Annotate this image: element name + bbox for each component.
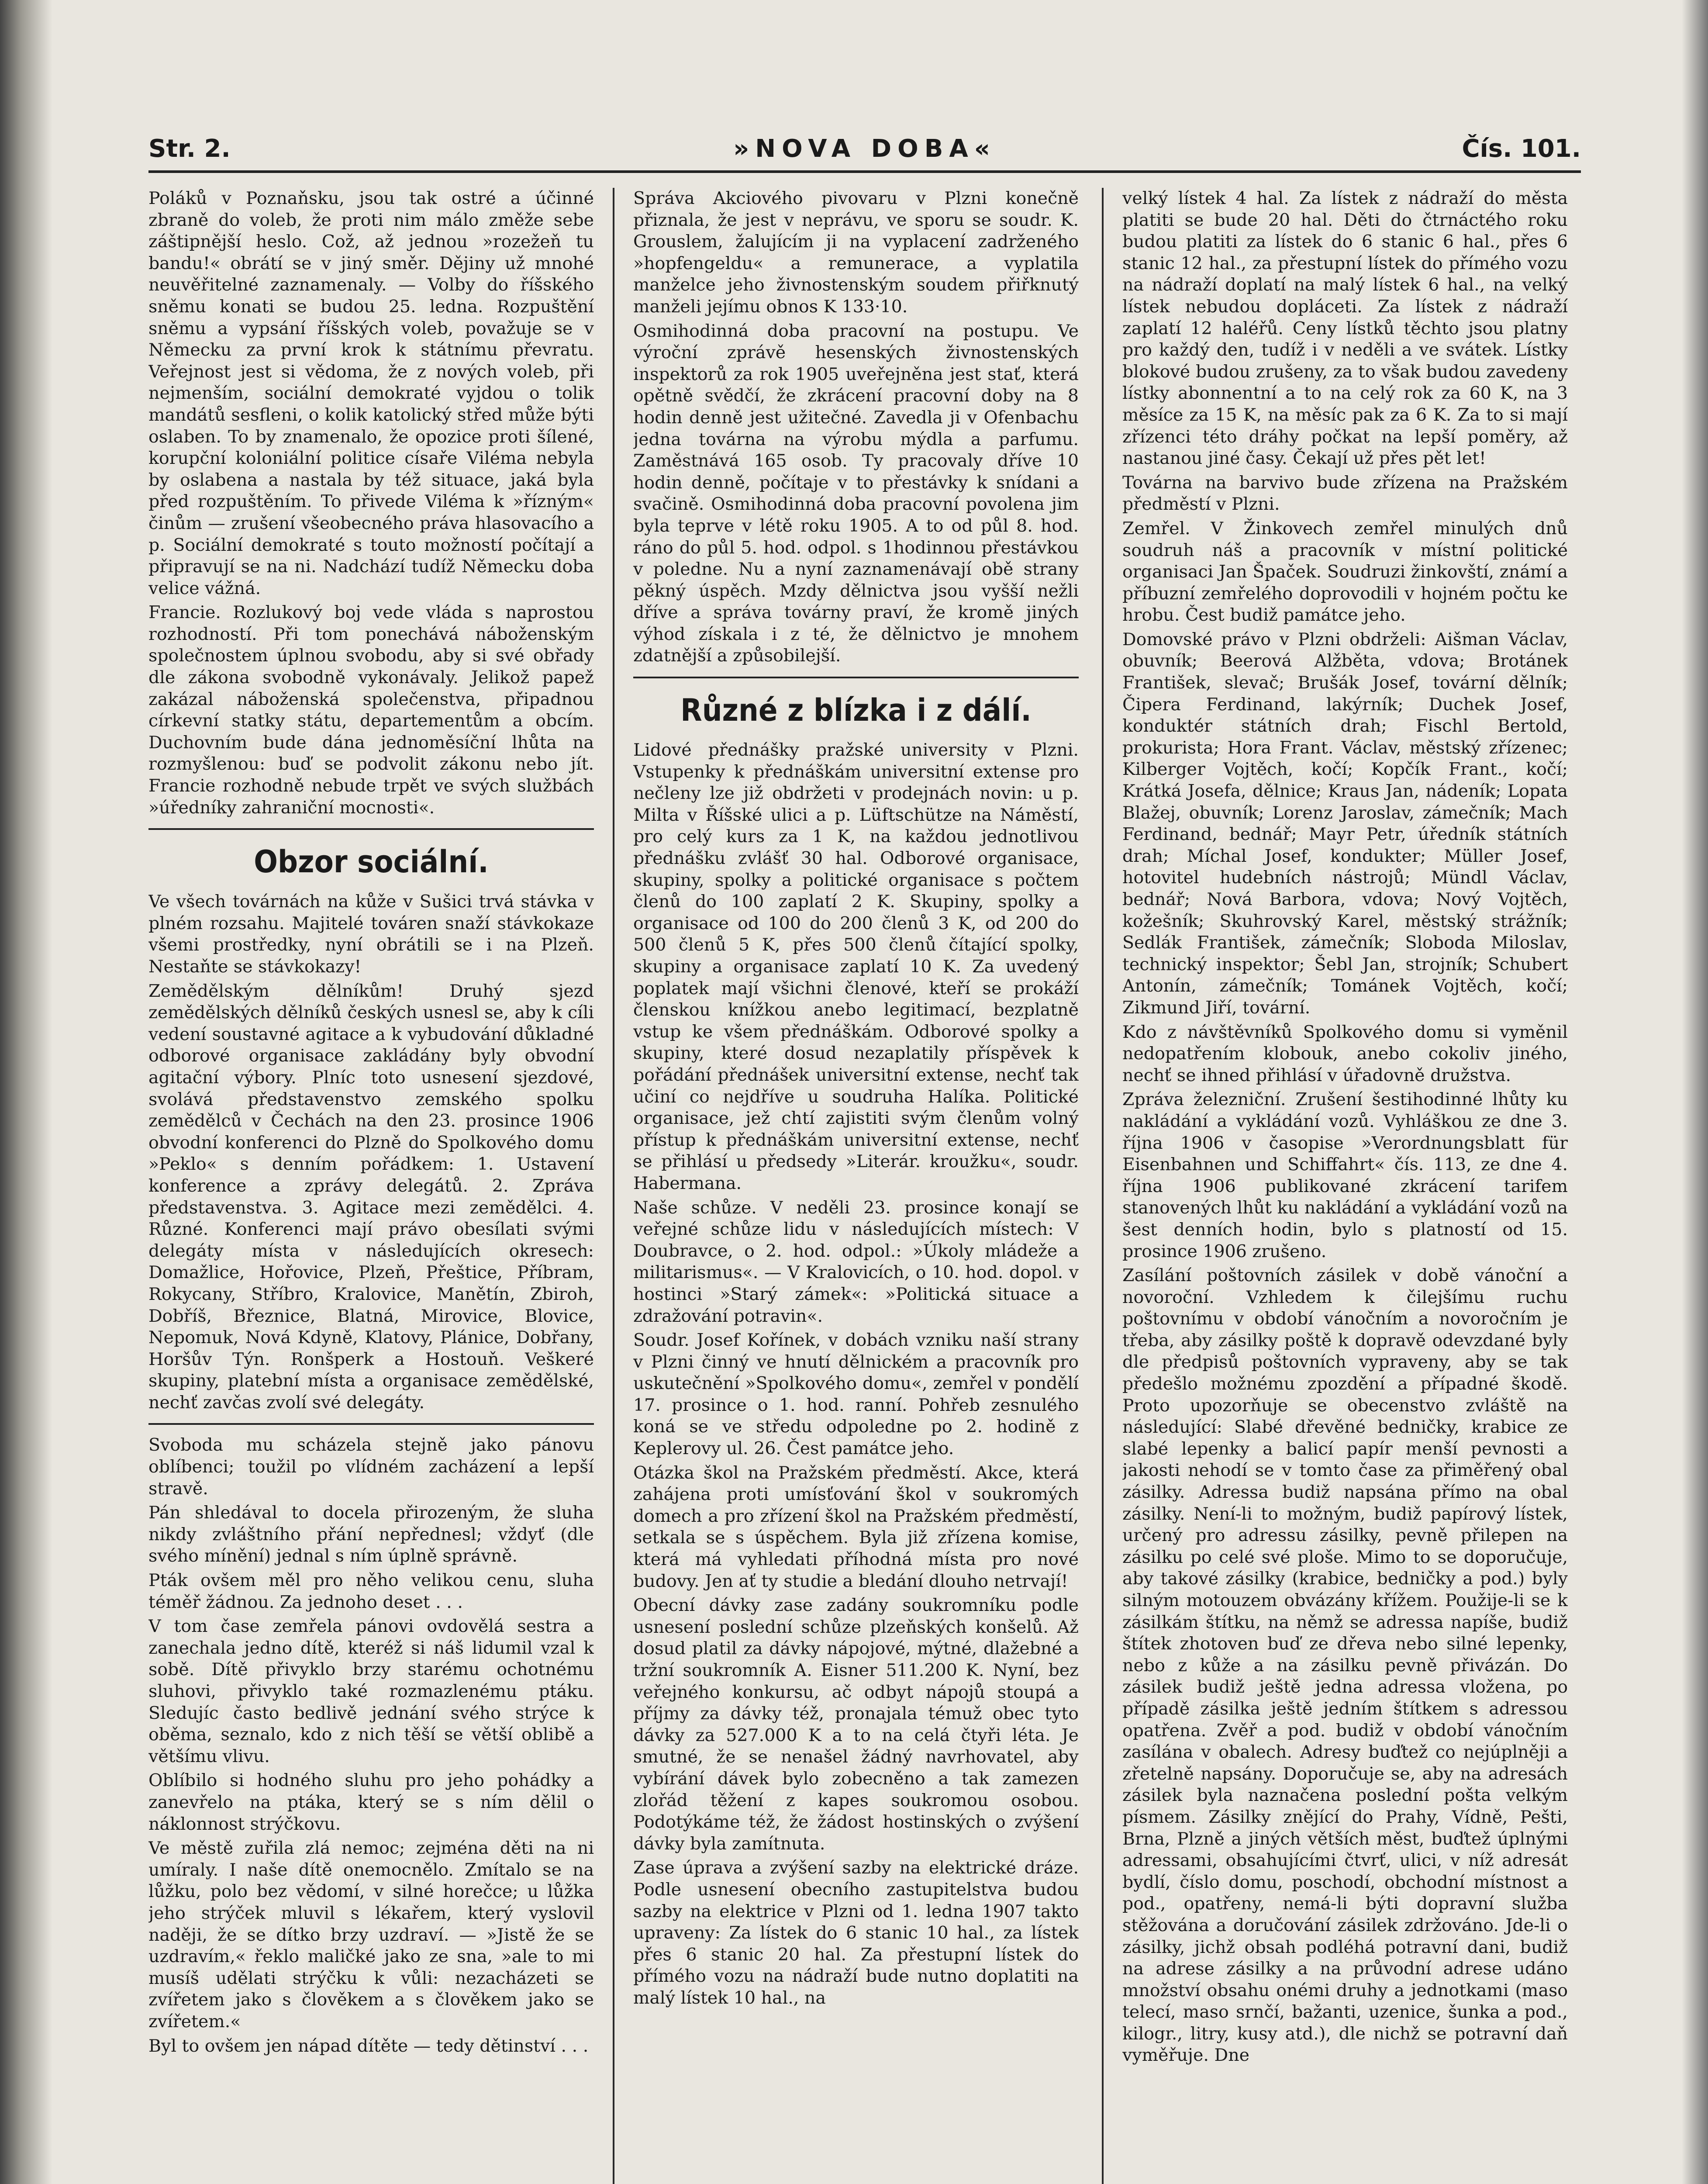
paragraph: V tom čase zemřela pánovi ovdovělá sestra a zanechala jedno dítě, kteréž si náš lidumil vzal k sobě. Dítě přivyklo brzy starému ochotnému sluhovi, přivyklo také rozmazlenému ptáku. Sledujíc často bedlivě jednání svého strýce k oběma, seznalo, kdo z nich těší se větší oblibě a většímu vlivu. — [148, 1616, 594, 1766]
scan-edge-right — [1682, 0, 1708, 2184]
paragraph: Zasílání poštovních zásilek v době vánoční a novoroční. Vzhledem k čilejšímu ruchu poštovnímu v období vánočním a novoročním je třeba, aby zásilky poště k dopravě odevzdané byly dle předpisů poštovních vypraveny, aby se tak předešlo možnému zpozdění a případné škodě. Proto upozorňuje se obecenstvo zvláště na následující: Slabé dřevěné bedničky, krabice ze slabé lepenky a balicí papír menší pevnosti a jakosti nehodí se v tomto čase za přiměřený obal zásilky. Adressa budiž napsána přímo na obal zásilky. Není-li to možným, budiž papírový lístek, určený pro adressu zásilky, pevně přilepen na zásilku po celé své ploše. Mimo to se doporučuje, aby takové zásilky (krabice, bedničky a pod.) byly silným motouzem obvázány křížem. Použije-li se k zásilkám štítku, na němž se adressa napíše, budiž štítek zhotoven buď ze dřeva nebo silné lepenky, nebo z kůže a na zásilku pevně přivázán. Do zásilek budiž ještě jedna adressa vložena, po případě zásilka ještě jedním štítkem s adressou opatřena. Zvěř a pod. budiž v období vánočním zasílána v obalech. Adresy buďtež co nejúplněji a zřetelně napsány. Doporučuje se, aby na adresách zásilek byla naznačena poslední pošta velkým písmem. Zásilky znějící do Prahy, Vídně, Pešti, Brna, Plzně a jiných větších měst, buďtež úplnými adressami, obsahujícími čtvrť, ulici, v níž adresát bydlí, číslo domu, poschodí, obchodní místnost a pod., opatřeny, nemá-li býti dopravní služba stěžována a doručování zásilek zdržováno. Jde-li o zásilky, jichž obsah podléhá potravní dani, budiž na adrese zásilky a na průvodní adrese udáno množství obsahu onémi druhy a jednotkami (maso telecí, maso srnčí, bažanti, uzenice, šunka a pod., kilogr., litry, kusy atd.), dle nichž se potravní daň vyměřuje. Dne — [1122, 1265, 1568, 2066]
newspaper-page — [148, 131, 1581, 2184]
column-3 — [1122, 188, 1568, 2184]
column-2 — [633, 188, 1079, 2184]
section-heading: Různé z blízka i z dálí. — [680, 692, 1032, 729]
column-1 — [148, 188, 594, 2184]
paragraph: Ve městě zuřila zlá nemoc; zejména děti na ni umíraly. I naše dítě onemocnělo. Zmítalo se na lůžku, polo bez vědomí, v silné horečce; u lůžka jeho strýček mluvil s lékařem, který vyslovil naději, že se dítko brzy uzdraví. — »Jistě že se uzdravím,« řeklo maličké jako ze sna, »ale to mi musíš udělati strýčku k vůli: nezacházeti se zvířetem jako s člověkem a s člověkem jako se zvířetem.« — [148, 1838, 594, 2032]
paragraph: Naše schůze. V neděli 23. prosince konají se veřejné schůze lidu v následujících místech: V Doubravce, o 2. hod. odpol.: »Úkoly mládeže a militarismus«. — V Kralovicích, o 10. hod. dopol. v hostinci »Starý zámek«: »Politická situace a zdražování potravin«. — [633, 1197, 1079, 1326]
issue-number: Čís. 101. — [1462, 135, 1581, 163]
divider — [148, 828, 594, 830]
paragraph: Zpráva železniční. Zrušení šestihodinné lhůty ku nakládání a vykládání vozů. Vyhláškou ze dne 3. října 1906 v časopise »Verordnungsblatt für Eisenbahnen und Schiffahrt« čís. 113, ze dne 4. října 1906 publikované zkrácení tarifem stanovených lhůt ku nakládání a vykládání vozů na šest denních hodin, bylo s platností od 15. prosince 1906 zrušeno. — [1122, 1089, 1568, 1261]
section-heading: Obzor sociální. — [254, 844, 489, 880]
divider — [633, 677, 1079, 678]
scan-edge-left — [0, 0, 52, 2184]
paragraph: Domovské právo v Plzni obdrželi: Aišman Václav, obuvník; Beerová Alžběta, vdova; Brotánek František, slevač; Brušák Josef, tovární dělník; Čipera Ferdinand, lakýrník; Duchek Josef, konduktér státních drah; Fischl Bertold, prokurista; Hora Frant. Václav, městský zřízenec; Kilberger Vojtěch, kočí; Kopčík Frant., kočí; Krátká Josefa, dělnice; Kraus Jan, nádeník; Lopata Blažej, obuvník; Lorenz Jaroslav, zámečník; Mach Ferdinand, bednář; Mayr Petr, úředník státních drah; Míchal Josef, kondukter; Müller Josef, hotovitel hudebních nástrojů; Mündl Václav, bednář; Nová Barbora, vdova; Nový Vojtěch, kožešník; Skuhrovský Karel, městský strážník; Sedlák František, zámečník; Sloboda Miloslav, technický inspektor; Šebl Jan, strojník; Schubert Antonín, zámečník; Tománek Vojtěch, kočí; Zikmund Jiří, tovární. — [1122, 629, 1568, 1018]
paragraph: Francie. Rozlukový boj vede vláda s naprostou rozhodností. Při tom ponechává náboženským společnostem úplnou svobodu, aby si své obřady dle zákona svobodně vykonávaly. Jelikož papež zakázal náboženská společenstva, připadnou církevní statky státu, departementům a obcím. Duchovním bude dána jednoměsíční lhůta na rozmyšlenou: buď se podvolit zákonu nebo jít. Francie rozhodně nebude trpět ve svých službách »úředníky zahraniční mocnosti«. — [148, 602, 594, 818]
column-rule-2 — [1102, 188, 1104, 2184]
paragraph: Zase úprava a zvýšení sazby na elektrické dráze. Podle usnesení obecního zastupitelstva budou sazby na elektrice v Plzni od 1. ledna 1907 takto upraveny: Za lístek do 6 stanic 10 hal., za lístek přes 6 stanic 20 hal. Za přestupní lístek do přímého vozu na nádraží bude nutno doplatiti na malý lístek 10 hal., na — [633, 1858, 1079, 2008]
paragraph: velký lístek 4 hal. Za lístek z nádraží do města platiti se bude 20 hal. Děti do čtrnáctého roku budou platiti za lístek do 6 stanic 6 hal., přes 6 stanic 12 hal., za přestupní lístek do přímého vozu na nádraží doplatí na malý lístek 6 hal., na velký lístek nebudou dopláceti. Za lístek z nádraží zaplatí 12 haléřů. Ceny lístků těchto jsou platny pro každý den, tudíž i v neděli a ve svátek. Lístky blokové budou zrušeny, za to však budou zavedeny lístky abonnentní a to na celý rok za 60 K, na 3 měsíce za 15 K, na měsíc pak za 6 K. Za to si mají zřízenci této dráhy počkat na lepší poměry, až nastanou jiné časy. Čekají už přes pět let! — [1122, 188, 1568, 469]
paragraph: Zemřel. V Žinkovech zemřel minulých dnů soudruh náš a pracovník v místní politické organisaci Jan Špaček. Soudruzi žinkovští, známí a příbuzní zemřelého doprovodili v hojném počtu ke hrobu. Čest budiž památce jeho. — [1122, 518, 1568, 625]
masthead-title: »NOVA DOBA« — [733, 135, 996, 163]
paragraph: Kdo z návštěvníků Spolkového domu si vyměnil nedopatřením klobouk, anebo cokoliv jiného, nechť se ihned přihlásí v úřadovně družstva. — [1122, 1022, 1568, 1085]
paragraph: Byl to ovšem jen nápad dítěte — tedy dětinství . . . — [148, 2035, 589, 2056]
column-rule-1 — [613, 188, 614, 2184]
paragraph: Pták ovšem měl pro něho velikou cenu, sluha téměř žádnou. Za jednoho deset . . . — [148, 1570, 594, 1612]
page-header — [148, 131, 1581, 173]
paragraph: Zemědělským dělníkům! Druhý sjezd zemědělských dělníků českých usnesl se, aby k cíli vedení soustavné agitace a k vybudování důkladné odborové organisace zakládány byly obvodní agitační výbory. Plníc toto usnesení sjezdové, svolává představenstvo zemského spolku zemědělců v Čechách na den 23. prosince 1906 obvodní konferenci do Plzně do Spolkového domu »Peklo« s denním pořádkem: 1. Ustavení konference a zprávy delegátů. 2. Zpráva představenstva. 3. Agitace mezi zemědělci. 4. Různé. Konferenci mají právo obesílati svými delegáty místa v následujících okresech: Domažlice, Hořovice, Plzeň, Přeštice, Příbram, Rokycany, Stříbro, Kralovice, Manětín, Zbiroh, Dobříš, Březnice, Blatná, Mirovice, Blovice, Nepomuk, Nová Kdyně, Klatovy, Plánice, Dobřany, Horšův Týn. Ronšperk a Hostouň. Veškeré skupiny, platební místa a organisace zemědělské, nechť zavčas zvolí své delegáty. — [148, 981, 594, 1413]
paragraph: Poláků v Poznaňsku, jsou tak ostré a účinné zbraně do voleb, že proti nim málo změže sebe záštipnější heslo. Což, až jednou »rozežeň tu bandu!« obrátí se v jiný směr. Dějiny už mnohé neuvěřitelné zaznamenaly. — Volby do říšského sněmu konati se budou 25. ledna. Rozpuštění sněmu a vypsání říšských voleb, považuje se v Německu za první krok k státnímu převratu. Veřejnost jest si vědoma, že z nových voleb, při nejmenším, sociální demokraté vyjdou o tolik mandátů sesfleni, o kolik katolický střed může býti oslaben. To by znamenalo, že opozice proti šílené, korupční koloniální politice císaře Viléma nebyla by oslabena a nastala by též situace, jaká byla před rozpuštěním. To přivede Viléma k »řízným« činům — zrušení všeobecného práva hlasovacího a p. Sociální demokraté s touto možností počítají a připravují se na ni. Nadchází tudíž Německu doba velice vážná. — [148, 188, 594, 598]
paragraph: Oblíbilo si hodného sluhu pro jeho pohádky a zanevřelo na ptáka, který se s ním dělil o náklonnost strýčkovu. — [148, 1770, 594, 1834]
paragraph: Lidové přednášky pražské university v Plzni. Vstupenky k přednáškám universitní extense pro nečleny lze již obdržeti v prodejnách novin: u p. Milta v Říšské ulici a p. Lüftschütze na Náměstí, pro celý kurs za 1 K, na každou jednotlivou přednášku zvlášť 30 hal. Odborové organisace, skupiny, spolky a politické organisace s počtem členů do 100 zaplatí 2 K. Skupiny, spolky a organisace od 100 do 200 členů 3 K, od 200 do 500 členů 5 K, přes 500 členů čítající spolky, skupiny a organisace zaplatí 10 K. Za uvedený poplatek mají všichni členové, kteří se prokáží členskou knížkou anebo legitimací, bezplatně vstup ke všem přednáškám. Odborové spolky a skupiny, které dosud nezaplatily příspěvek k pořádání přednášek universitní extense, nechť tak učiní co nejdříve u soudruha Halíka. Politické organisace, jež chtí zajistiti svým členům volný přístup k přednáškám universitní extense, nechť se přihlásí u předsedy »Literár. kroužku«, soudr. Habermana. — [633, 740, 1079, 1193]
paragraph: Ve všech továrnách na kůže v Sušici trvá stávka v plném rozsahu. Majitelé továren snaží stávkokaze všemi prostředky, nyní obrátili se i na Plzeň. Nestaňte se stávkokazy! — [148, 892, 594, 977]
paragraph: Továrna na barvivo bude zřízena na Pražském předměstí v Plzni. — [1122, 472, 1568, 515]
divider — [148, 1423, 594, 1425]
page-number: Str. 2. — [148, 135, 231, 163]
paragraph: Pán shledával to docela přirozeným, že sluha nikdy zvláštního přání nepřednesl; vždyť (dle svého mínění) jednal s ním úplně správně. — [148, 1503, 594, 1566]
paragraph: Otázka škol na Pražském předměstí. Akce, která zahájena proti umísťování škol v soukromých domech a pro zřízení škol na Pražském předměstí, setkala se s úspěchem. Byla již zřízena komise, která má vyhledati příhodná místa pro nové budovy. Jen ať ty studie a bledání dlouho netrvají! — [633, 1462, 1079, 1591]
paragraph: Správa Akciového pivovaru v Plzni konečně přiznala, že jest v neprávu, ve sporu se soudr. K. Grouslem, žalujícím ji na vyplacení zadrženého »hopfengeldu« a remunerace, a vyplatila manželce jeho živnostenským soudem přiřknutý manželi jejímu obnos K 133·10. — [633, 188, 1079, 317]
paragraph: Svoboda mu scházela stejně jako pánovu oblíbenci; toužil po vlídném zacházení a lepší stravě. — [148, 1435, 594, 1499]
paragraph: Soudr. Josef Kořínek, v dobách vzniku naší strany v Plzni činný ve hnutí dělnickém a pracovník pro uskutečnění »Spolkového domu«, zemřel v pondělí 17. prosince o 1. hod. ranní. Pohřeb zesnulého koná se ve středu odpoledne po 2. hodině z Keplerovy ul. 26. Čest památce jeho. — [633, 1330, 1079, 1459]
paragraph: Osmihodinná doba pracovní na postupu. Ve výroční zprávě hesenských živnostenských inspektorů za rok 1905 uveřejněna jest stať, která opětně svědčí, že zkrácení pracovní doby na 8 hodin denně jest užitečné. Zavedla ji v Ofenbachu jedna továrna na výrobu mýdla a parfumu. Zaměstnává 165 osob. Ty pracovaly dříve 10 hodin denně, počítaje v to přestávky k snídani a svačině. Osmihodinná doba pracovní povolena jim byla teprve v létě roku 1905. A to od půl 8. hod. ráno do půl 5. hod. odpol. s 1hodinnou přestávkou v poledne. Nu a nyní zaznamenávají obě strany pěkný úspěch. Mzdy dělnictva jsou vyšší nežli dříve a správa továrny praví, že kromě jiných výhod získala i z té, že dělnictvo je mnohem zdatnější a způsobilejší. — [633, 321, 1079, 666]
paragraph: Obecní dávky zase zadány soukromníku podle usnesení poslední schůze plzeňských konšelů. Až dosud platil za dávky nápojové, mýtné, dlažebné a tržní soukromník A. Eisner 511.200 K. Nyní, bez veřejného konkursu, ač odbyt nápojů stoupá a příjmy za dávky též, pronajala témuž obec tyto dávky za 527.000 K a to na celá čtyři léta. Je smutné, že se nenašel žádný navrhovatel, aby vybírání dávek bylo zobecněno a tak zamezen zlořád těžení z kapes soukromou osobou. Podotýkáme též, že žádost hostinských o zvýšení dávky byla zamítnuta. — [633, 1595, 1079, 1854]
